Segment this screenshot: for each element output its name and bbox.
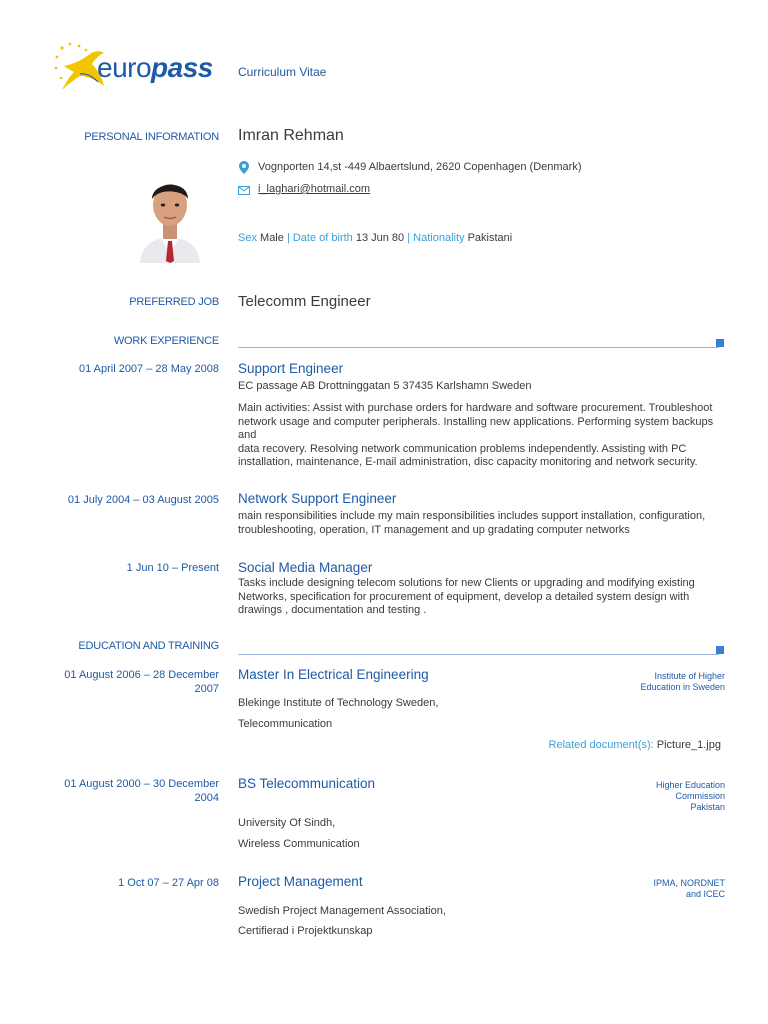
envelope-icon [238,186,250,195]
europass-logo [52,40,222,95]
section-rule-marker-work [716,339,724,347]
org-line: IPMA, NORDNET [653,878,725,888]
logo-text-pass: pass [151,52,213,83]
education-item-dates [20,777,219,805]
education-item-line: Wireless Communication [238,838,360,850]
desc-line: troubleshooting, operation, IT management and up gradating computer networks [238,523,630,536]
work-item-dates: 01 July 2004 – 03 August 2005 [67,494,219,506]
section-label-work-experience: WORK EXPERIENCE [113,335,219,347]
related-documents-label: Related document(s): [548,739,654,751]
section-label-preferred-job: PREFERRED JOB [129,296,219,308]
section-label-education-training: EDUCATION AND TRAINING [78,640,219,652]
work-item-employer: EC passage AB Drottninggatan 5 37435 Karlshamn Sweden [238,380,532,392]
education-item-title: Master In Electrical Engineering [238,667,429,682]
education-item-line: Certifierad i Projektkunskap [238,925,373,937]
dates-line: 01 August 2000 – 30 December [64,778,219,790]
work-item-title: Network Support Engineer [238,491,397,506]
dob-label: Date of birth [292,232,353,244]
education-item-line: University Of Sindh, [238,817,336,829]
org-line: Higher Education [655,780,725,790]
desc-line: Tasks include designing telecom solutions for new Clients or upgrading and modifying existing [238,577,695,589]
education-item-line: Blekinge Institute of Technology Sweden, [238,697,439,709]
preferred-job-value: Telecomm Engineer [238,293,371,310]
education-item-dates [20,668,219,696]
desc-line: Main activities: Assist with purchase orders for hardware and software procurement. Troubleshoot [238,402,713,414]
work-item-title: Social Media Manager [238,560,373,575]
desc-line: main responsibilities include my main responsibilities includes support installation, configuration, [238,510,706,522]
work-item-description [238,510,726,537]
nationality-label: Nationality [413,232,465,244]
desc-line: installation, maintenance, E-mail administration, disc capacity monitoring and network security. [238,456,698,468]
education-item-organisation [605,780,725,813]
work-item-title: Support Engineer [238,361,344,376]
location-pin-icon [239,161,249,174]
desc-line: drawings , documentation and testing . [238,604,427,616]
desc-line: network usage and computer peripherals. Installing new applications. Performing system backups [238,415,714,428]
org-line: Institute of Higher [654,671,725,681]
section-rule-work [238,347,719,348]
desc-line: Networks, specification for procurement of equipment, develop a detailed system design with [238,590,690,603]
logo-text-euro: euro [97,52,152,83]
separator: | [286,232,290,244]
org-line: Commission [675,791,725,801]
related-document-file[interactable]: Picture_1.jpg [656,739,721,751]
education-item-line: Swedish Project Management Association, [238,905,446,917]
work-item-dates: 01 April 2007 – 28 May 2008 [78,363,219,375]
related-documents [549,739,721,753]
address-text: Vognporten 14,st -449 Albaertslund, 2620 Copenhagen (Denmark) [258,161,582,173]
separator: | [407,232,411,244]
org-line: and ICEC [685,889,725,899]
work-item-description [238,402,726,470]
sex-label: Sex [238,232,257,244]
email-link[interactable]: i_laghari@hotmail.com [258,183,371,195]
personal-details-line [238,232,512,246]
section-rule-education [238,654,719,655]
education-item-dates: 1 Oct 07 – 27 Apr 08 [118,877,219,889]
education-item-line: Telecommunication [238,718,333,730]
desc-line: data recovery. Resolving network communication problems independently. Assisting with PC [238,442,687,455]
nationality-value: Pakistani [467,232,513,244]
section-label-personal-information: PERSONAL INFORMATION [84,131,219,143]
education-item-title: Project Management [238,874,363,889]
work-item-dates: 1 Jun 10 – Present [126,562,219,574]
sex-value: Male [260,232,284,244]
education-item-organisation [605,671,725,693]
section-rule-marker-education [716,646,724,654]
profile-photo [130,163,210,263]
desc-line: and [238,429,257,441]
dates-line: 01 August 2006 – 28 December [64,669,219,681]
document-title: Curriculum Vitae [238,65,327,79]
org-line: Education in Sweden [640,682,725,692]
work-item-description [238,577,726,618]
education-item-organisation [605,878,725,900]
education-item-title: BS Telecommunication [238,776,376,791]
org-line: Pakistan [690,802,725,812]
dob-value: 13 Jun 80 [355,232,405,244]
dates-line: 2007 [194,683,219,695]
dates-line: 2004 [194,792,219,804]
person-name: Imran Rehman [238,127,344,144]
